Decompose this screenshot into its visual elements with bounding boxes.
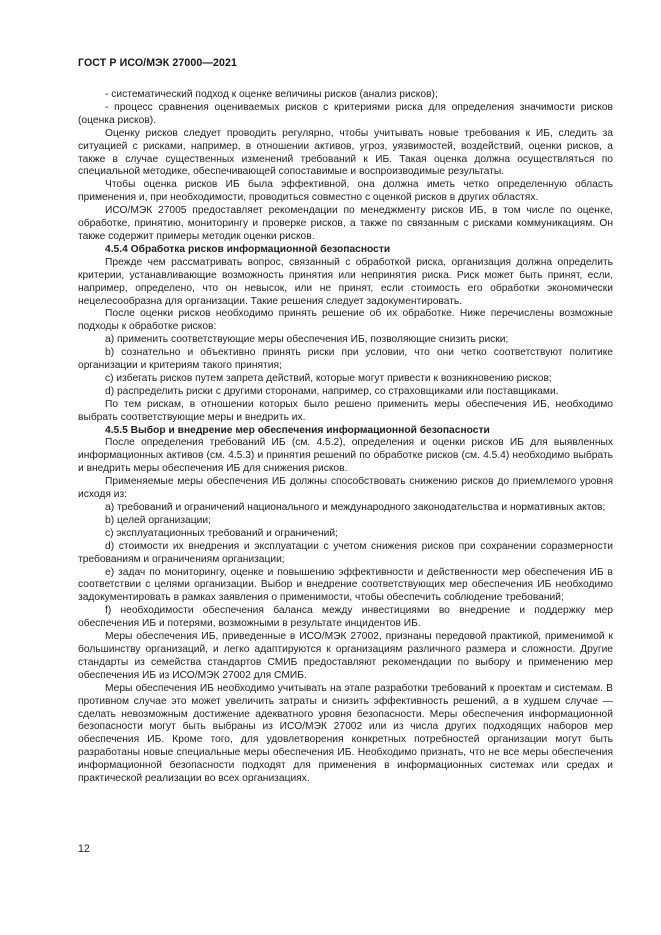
paragraph: По тем рискам, в отношении которых было решено применить меры обеспечения ИБ, необходимо выбрать соответствующие меры и внедрить их. [78,398,613,423]
list-item: c) эксплуатационных требований и ограничений; [105,527,338,539]
list-item: f) необходимости обеспечения баланса между инвестициями во внедрение и поддержку мер обеспечения ИБ и потерями, возможными в результате инцидентов ИБ. [78,605,613,630]
list-item: c) избегать рисков путем запрета действий, которые могут привести к возникновению рисков; [105,372,552,384]
paragraph: Применяемые меры обеспечения ИБ должны способствовать снижению рисков до приемлемого уровня исходя из: [78,476,613,501]
section-heading: 4.5.5 Выбор и внедрение мер обеспечения информационной безопасности [105,424,490,436]
paragraph: ИСО/МЭК 27005 предоставляет рекомендации по менеджменту рисков ИБ, в том числе по оценке, обработке, принятию, мониторингу и проверке рисков, а также по связанным с рисками коммуникациям. Он также содержит примеры методик оценки рисков. [78,205,613,242]
document-body [78,89,613,786]
document-header: ГОСТ Р ИСО/МЭК 27000—2021 [78,57,237,69]
paragraph: - систематический подход к оценке величины рисков (анализ рисков); [105,89,438,100]
paragraph: Меры обеспечения ИБ необходимо учитывать на этапе разработки требований к проектам и системам. В противном случае это может увеличить затраты и снизить эффективность решений, а в худшем случае — сделать невозможным достижение адекватного уровня безопасности. Меры обеспечения информационной безопасности могут быть выбраны из ИСО/МЭК 27002 или из числа других подходящих наборов мер обеспечения ИБ. Кроме того, для удовлетворения конкретных потребностей организации могут быть разработаны новые специальные меры обеспечения ИБ. Необходимо признать, что не все меры обеспечения информационной безопасности подходят для применения в информационных системах или средах и практической реализации во всех организациях. [78,682,613,785]
list-item: d) распределить риски с другими сторонами, например, со страховщиками или поставщиками. [105,385,559,397]
list-item: b) сознательно и объективно принять риски при условии, что они четко соответствуют политике организации и критериям такого принятия; [78,347,613,372]
paragraph: - процесс сравнения оцениваемых рисков с критериями риска для определения значимости рисков (оценка рисков). [78,101,613,126]
list-item: a) применить соответствующие меры обеспечения ИБ, позволяющие снизить риски; [105,334,509,346]
list-item: a) требований и ограничений национального и международного законодательства и нормативных актов; [105,502,606,513]
page-number: 12 [78,843,90,855]
paragraph: Меры обеспечения ИБ, приведенные в ИСО/МЭК 27002, признаны передовой практикой, применимой к большинству организаций, и легко адаптируются к организациям различного размера и сложности. Другие стандарты из семейства стандартов СМИБ предоставляют рекомендации по выбору и применению мер обеспечения ИБ из ИСО/МЭК 27002 для СМИБ. [78,631,613,681]
paragraph: После оценки рисков необходимо принять решение об их обработке. Ниже перечислены возможные подходы к обработке рисков: [78,308,613,333]
section-heading: 4.5.4 Обработка рисков информационной безопасности [105,243,391,255]
paragraph: Прежде чем рассматривать вопрос, связанный с обработкой риска, организация должна определить критерии, устанавливающие возможность принятия или непринятия риска. Риск может быть принят, если, например, определено, что он невысок, или не принят, если стоимость его обработки экономически нецелесообразна для организации. Такие решения следует задокументировать. [78,256,613,307]
paragraph: Чтобы оценка рисков ИБ была эффективной, она должна иметь четко определенную область применения и, при необходимости, проводиться совместно с оценкой рисков в других областях. [78,179,613,204]
paragraph: Оценку рисков следует проводить регулярно, чтобы учитывать новые требования к ИБ, следить за ситуацией с рисками, например, в отношении активов, угроз, уязвимостей, воздействий, оценки рисков, а также в случае существенных изменений требований к ИБ. Такая оценка должна осуществляться по специальной методике, обеспечивающей сопоставимые и воспроизводимые результаты. [78,127,613,178]
list-item: d) стоимости их внедрения и эксплуатации с учетом снижения рисков при сохранении соразмерности требованиям и ограничениям организации; [78,540,613,565]
list-item: b) целей организации; [105,514,211,526]
paragraph: После определения требований ИБ (см. 4.5.2), определения и оценки рисков ИБ для выявленных информационных активов (см. 4.5.3) и принятия решений по обработке рисков (см. 4.5.4) необходимо выбрать и внедрить меры обеспечения ИБ для снижения рисков. [78,437,613,475]
list-item: e) задач по мониторингу, оценке и повышению эффективности и действенности мер обеспечения ИБ в соответствии с целями организации. Выбор и внедрение соответствующих мер обеспечения ИБ необходимо задокументировать в рамках заявления о применимости, чтобы обеспечить соблюдение требований; [78,566,613,604]
